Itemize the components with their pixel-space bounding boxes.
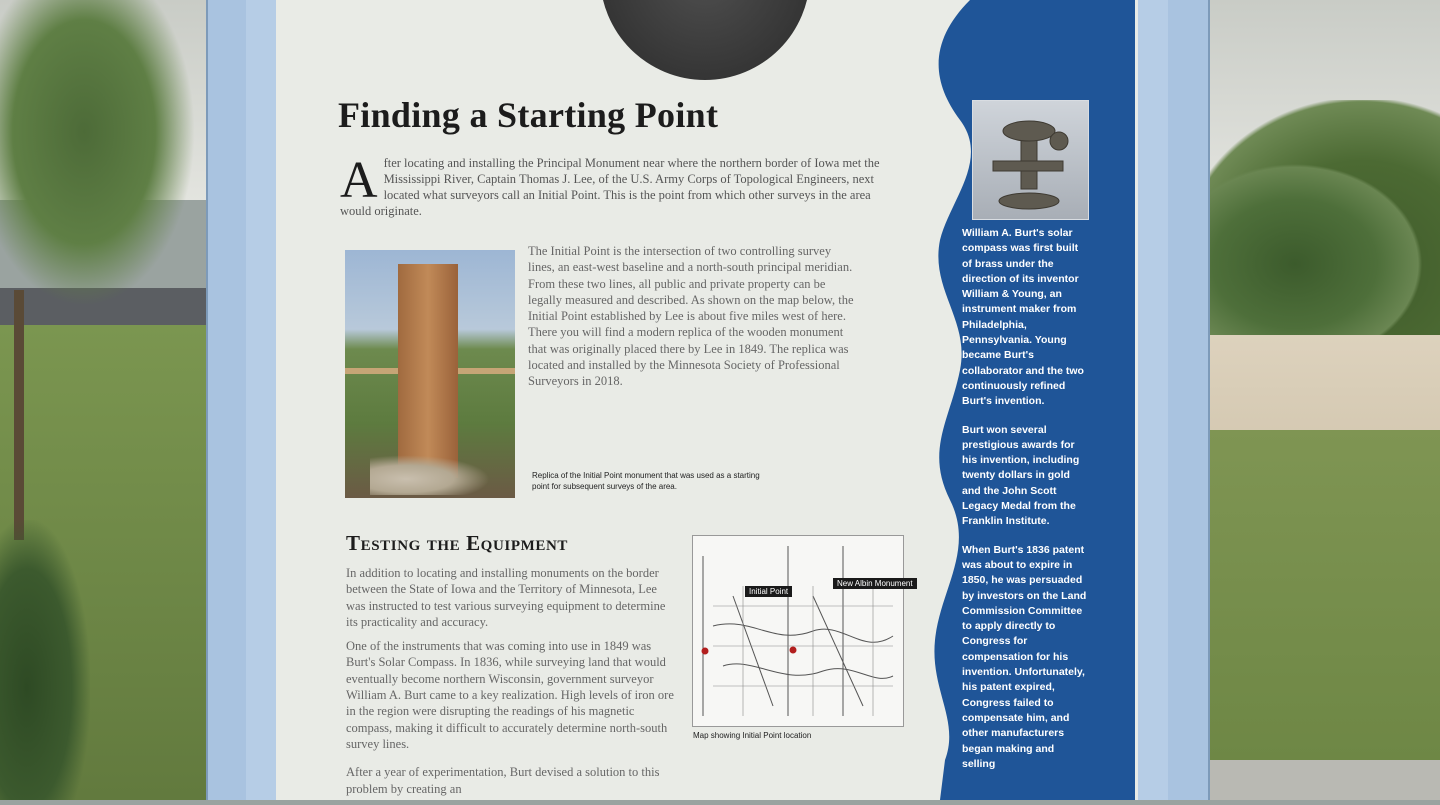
- photo-caption: Replica of the Initial Point monument that was used as a starting point for subsequent surveys of the area.: [532, 471, 760, 491]
- sidebar-paragraph: When Burt's 1836 patent was about to expire in 1850, he was persuaded by investors on the Land Commission Committee to apply directly to Congress for compensation for his invention. Unfortunately, his patent expired, Congress failed to compensate him, and other manufacturers began making and selling: [962, 543, 1087, 770]
- map-label-initial-point: Initial Point: [745, 586, 792, 597]
- sidebar-paragraph: Burt won several prestigious awards for his invention, including twenty dollars in gold and the John Scott Legacy Medal from the Franklin Institute.: [962, 423, 1080, 528]
- drop-cap: A: [340, 152, 378, 209]
- sign-title: Finding a Starting Point: [338, 95, 719, 135]
- map-label-monument: New Albin Monument: [833, 578, 917, 589]
- sign-frame-left-post: [246, 0, 276, 800]
- intro-paragraph: [340, 152, 880, 219]
- sidebar-text: [962, 226, 1087, 785]
- initial-point-paragraph: The Initial Point is the intersection of two controlling survey lines, an east-west baseline and a north-south principal meridian. From these two lines, all public and private property can be legally measured and described. As shown on the map below, the Initial Point established by Lee is about five miles west of here. There you will find a modern replica of the wooden monument that was originally placed there by Lee in 1849. The replica was located and installed by the Minnesota Society of Professional Surveyors in 2018.: [528, 244, 854, 389]
- solar-compass-photo: [972, 100, 1089, 220]
- sidebar-paragraph: William A. Burt's solar compass was first built of brass under the direction of its inventor William & Young, an instrument maker from Philadelphia, Pennsylvania. Young became Burt's collaborator and the two continuously refined Burt's invention.: [962, 227, 1084, 408]
- trees-right: [1198, 150, 1440, 340]
- section-paragraph: In addition to locating and installing monuments on the border between the State of Iowa and the Territory of Minnesota, Lee was instructed to test various surveying equipment to determine its practicality and accuracy.: [346, 566, 666, 629]
- monument-photo-rocks: [370, 455, 490, 495]
- monument-photo-post: [398, 264, 458, 478]
- section-heading: Testing the Equipment: [346, 531, 568, 555]
- section-paragraph: One of the instruments that was coming into use in 1849 was Burt's Solar Compass. In 1836, while surveying land that would eventually become northern Wisconsin, government surveyor William A. Burt came to a key realization. High levels of iron ore in the region were disrupting the readings of his magnetic compass, making it difficult to accurately determine north-south survey lines.: [346, 639, 674, 751]
- sign-frame-right-post: [1138, 0, 1168, 800]
- map-lines: [693, 536, 903, 726]
- sidewalk: [1190, 760, 1440, 800]
- section-paragraph: After a year of experimentation, Burt devised a solution to this problem by creating an: [346, 765, 660, 796]
- tree-left: [0, 0, 210, 330]
- tree-trunk: [14, 290, 24, 540]
- section-body: [346, 565, 676, 805]
- map-caption: Map showing Initial Point location: [693, 731, 812, 740]
- survey-map: [692, 535, 913, 727]
- intro-text: fter locating and installing the Principal Monument near where the northern border of Iowa met the Mississippi River, Captain Thomas J. Lee, of the U.S. Army Corps of Topological Engineers, next located what surveyors call an Initial Point. This is the point from which other surveys in the area would originate.: [340, 156, 880, 218]
- bush-left: [0, 520, 90, 800]
- lawn-right: [1190, 430, 1440, 760]
